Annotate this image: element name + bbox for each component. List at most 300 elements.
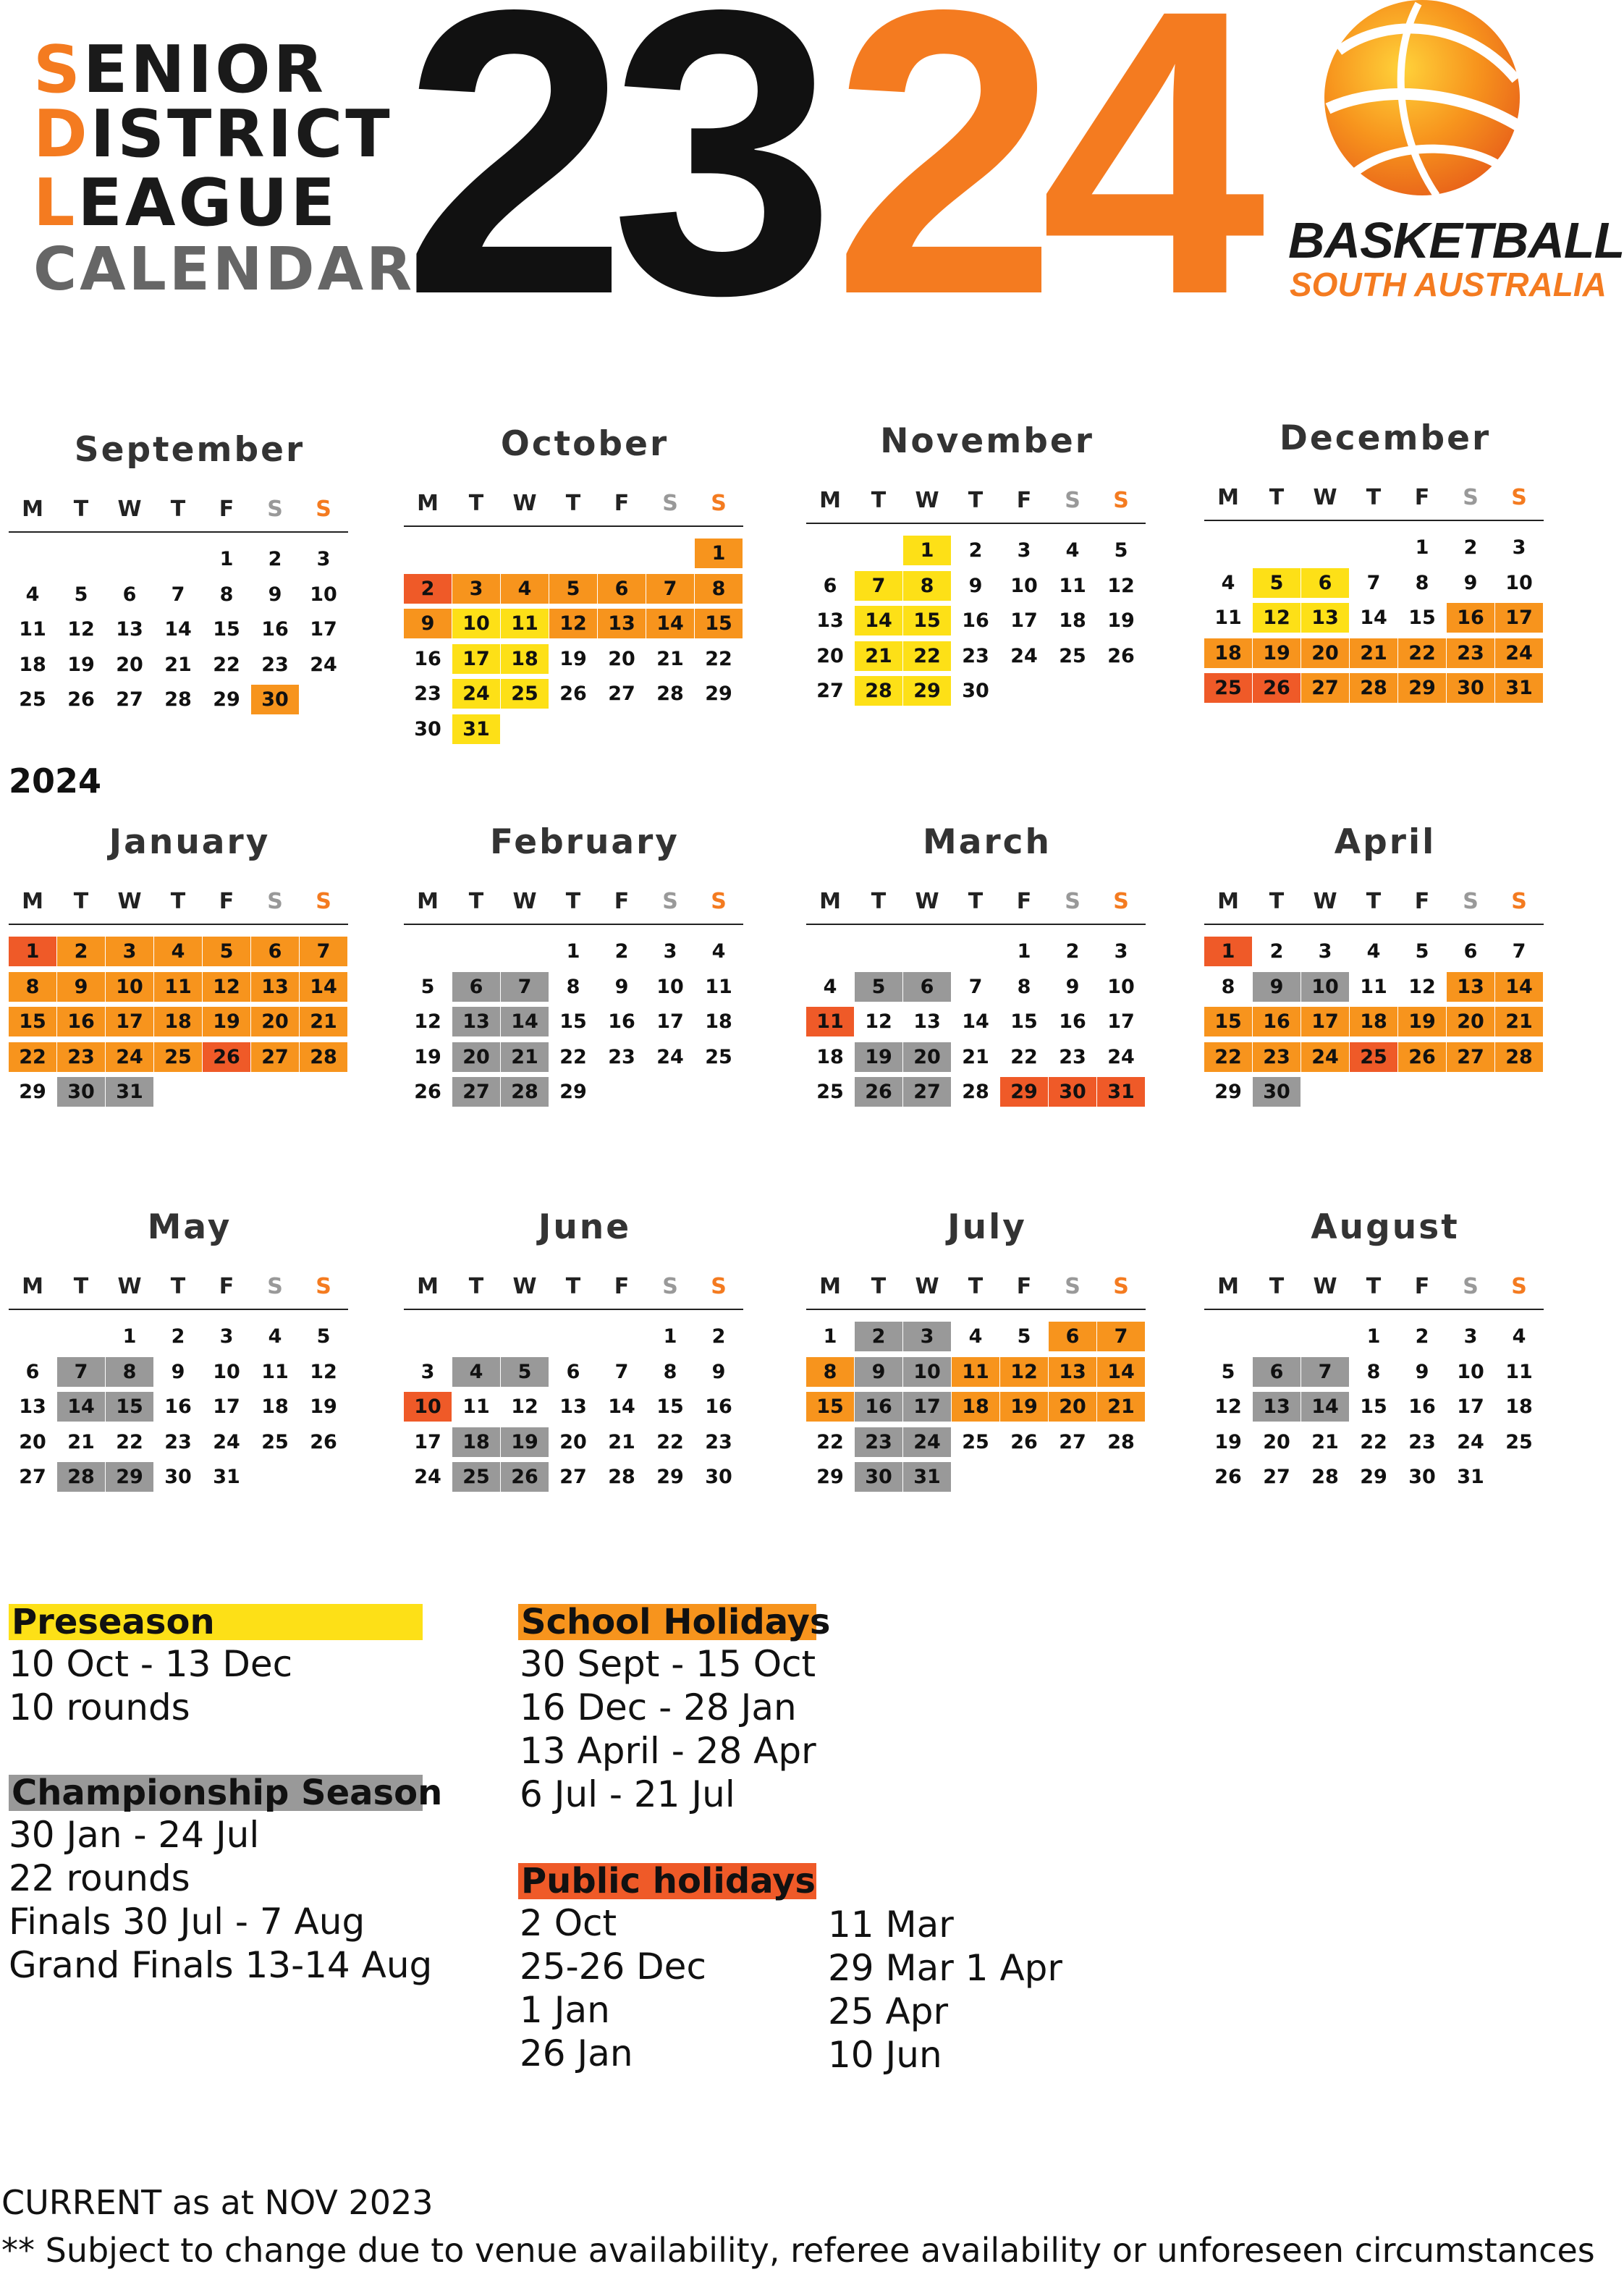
- day-cell: 12: [1214, 1395, 1242, 1418]
- day-cell: 21: [1097, 1392, 1145, 1422]
- month-may: [9, 1194, 371, 1542]
- weekday-label: S: [1463, 1274, 1479, 1299]
- legend-championship-line: Grand Finals 13-14 Aug: [9, 1944, 433, 1986]
- day-cell: 4: [1065, 539, 1080, 562]
- day-cell: 6: [251, 937, 299, 966]
- day-cell: 4: [823, 975, 837, 998]
- day-cell: 4: [268, 1325, 282, 1348]
- weekday-label: S: [267, 497, 283, 522]
- weekday-label: F: [1414, 1274, 1430, 1299]
- day-cell: 2: [855, 1322, 902, 1351]
- day-cell: 27: [559, 1466, 587, 1488]
- year-2024-label: 2024: [9, 761, 102, 801]
- day-cell: 11: [1059, 574, 1086, 597]
- day-cell: 15: [656, 1395, 684, 1418]
- legend-school-holidays-line: 16 Dec - 28 Jan: [520, 1686, 797, 1728]
- day-cell: 8: [1415, 571, 1429, 594]
- day-cell: 8: [9, 972, 56, 1002]
- day-cell: 19: [501, 1427, 549, 1457]
- month-january: [9, 809, 371, 1157]
- weekday-label: S: [316, 889, 331, 914]
- header-rule: [806, 924, 1146, 925]
- day-cell: 28: [501, 1077, 549, 1107]
- day-cell: 11: [705, 975, 732, 998]
- day-cell: 1: [1415, 536, 1429, 559]
- day-cell: 1: [663, 1325, 677, 1348]
- weekday-label: T: [468, 1274, 484, 1299]
- weekday-label: S: [1511, 889, 1527, 914]
- day-cell: 6: [566, 1360, 580, 1383]
- day-cell: 27: [903, 1077, 951, 1107]
- day-cell: 13: [1253, 1392, 1301, 1422]
- day-cell: 26: [310, 1430, 337, 1453]
- day-cell: 30: [1447, 673, 1494, 703]
- year-24: 24: [832, 0, 1248, 379]
- month-name: September: [74, 430, 305, 470]
- legend-championship-line: 30 Jan - 24 Jul: [9, 1814, 260, 1856]
- day-cell: 27: [816, 680, 844, 702]
- logo-south-australia-text: SOUTH AUSTRALIA: [1290, 266, 1607, 303]
- day-cell: 8: [566, 975, 580, 998]
- day-cell: 5: [855, 972, 902, 1002]
- weekday-label: W: [512, 889, 537, 914]
- legend-public-holidays-line: 2 Oct: [520, 1902, 617, 1944]
- day-cell: 19: [855, 1042, 902, 1072]
- weekday-label: W: [915, 1274, 939, 1299]
- day-cell: 6: [1463, 940, 1478, 963]
- day-cell: 12: [1253, 603, 1301, 633]
- header-rule: [1204, 520, 1544, 521]
- day-cell: 13: [598, 609, 646, 638]
- day-cell: 18: [1204, 638, 1252, 668]
- day-cell: 4: [1221, 571, 1235, 594]
- day-cell: 19: [1398, 1007, 1446, 1036]
- day-cell: 17: [656, 1010, 684, 1033]
- day-cell: 19: [67, 653, 95, 676]
- day-cell: 18: [1350, 1007, 1397, 1036]
- day-cell: 11: [462, 1395, 490, 1418]
- day-cell: 2: [171, 1325, 185, 1348]
- day-cell: 17: [106, 1007, 153, 1036]
- day-cell: 21: [1495, 1007, 1543, 1036]
- day-cell: 14: [1495, 972, 1543, 1002]
- day-cell: 17: [414, 1430, 441, 1453]
- day-cell: 16: [608, 1010, 635, 1033]
- day-cell: 9: [404, 609, 452, 638]
- day-cell: 9: [614, 975, 629, 998]
- day-cell: 6: [1253, 1357, 1301, 1387]
- weekday-label: T: [968, 889, 984, 914]
- day-cell: 24: [1495, 638, 1543, 668]
- day-cell: 4: [501, 574, 549, 604]
- weekday-label: S: [1463, 485, 1479, 510]
- day-cell: 21: [1350, 638, 1397, 668]
- day-cell: 3: [452, 574, 500, 604]
- month-august: [1204, 1194, 1566, 1542]
- day-cell: 28: [1495, 1042, 1543, 1072]
- day-cell: 18: [261, 1395, 289, 1418]
- title-league: LEAGUE: [33, 165, 338, 241]
- day-cell: 21: [501, 1042, 549, 1072]
- day-cell: 6: [823, 574, 837, 597]
- day-cell: 22: [116, 1430, 143, 1453]
- day-cell: 31: [1495, 673, 1543, 703]
- day-cell: 22: [1010, 1045, 1038, 1068]
- day-cell: 28: [608, 1466, 635, 1488]
- day-cell: 29: [559, 1081, 587, 1103]
- day-cell: 14: [501, 1007, 549, 1036]
- day-cell: 22: [1360, 1430, 1387, 1453]
- weekday-label: T: [871, 488, 887, 513]
- day-cell: 23: [1447, 638, 1494, 668]
- day-cell: 29: [1360, 1466, 1387, 1488]
- weekday-label: S: [662, 889, 678, 914]
- weekday-label: W: [915, 889, 939, 914]
- weekday-label: S: [711, 1274, 727, 1299]
- day-cell: 1: [1204, 937, 1252, 966]
- day-cell: 8: [903, 571, 951, 601]
- legend-school-holidays-line: 6 Jul - 21 Jul: [520, 1773, 735, 1815]
- header-rule: [806, 523, 1146, 524]
- weekday-label: W: [512, 1274, 537, 1299]
- weekday-label: M: [819, 1274, 841, 1299]
- weekday-label: S: [1511, 485, 1527, 510]
- logo-basketball-text: BASKETBALL: [1288, 212, 1624, 269]
- day-cell: 16: [1253, 1007, 1301, 1036]
- legend-public-holidays-line: 25-26 Dec: [520, 1946, 706, 1988]
- day-cell: 11: [501, 609, 549, 638]
- weekday-label: T: [73, 889, 89, 914]
- day-cell: 6: [25, 1360, 40, 1383]
- month-october: [404, 411, 766, 759]
- day-cell: 21: [1311, 1430, 1339, 1453]
- day-cell: 26: [1107, 644, 1135, 667]
- day-cell: 7: [646, 574, 694, 604]
- day-cell: 18: [705, 1010, 732, 1033]
- day-cell: 20: [559, 1430, 587, 1453]
- legend-public-holidays-line: 1 Jan: [520, 1989, 610, 2031]
- day-cell: 30: [962, 680, 989, 702]
- day-cell: 2: [57, 937, 105, 966]
- day-cell: 13: [816, 609, 844, 632]
- day-cell: 14: [646, 609, 694, 638]
- month-december: [1204, 405, 1566, 753]
- day-cell: 11: [19, 618, 46, 641]
- month-name: December: [1279, 418, 1492, 458]
- day-cell: 1: [566, 940, 580, 963]
- weekday-label: S: [316, 497, 331, 522]
- day-cell: 5: [501, 1357, 549, 1387]
- day-cell: 16: [705, 1395, 732, 1418]
- month-name: August: [1311, 1207, 1460, 1247]
- month-march: [806, 809, 1168, 1157]
- weekday-label: T: [871, 889, 887, 914]
- weekday-label: S: [711, 491, 727, 516]
- weekday-label: M: [819, 889, 841, 914]
- day-cell: 10: [404, 1392, 452, 1422]
- month-name: July: [947, 1207, 1027, 1247]
- day-cell: 23: [855, 1427, 902, 1457]
- day-cell: 12: [865, 1010, 892, 1033]
- weekday-label: S: [662, 491, 678, 516]
- day-cell: 22: [1204, 1042, 1252, 1072]
- day-cell: 2: [1269, 940, 1284, 963]
- day-cell: 14: [57, 1392, 105, 1422]
- day-cell: 13: [1447, 972, 1494, 1002]
- day-cell: 22: [1398, 638, 1446, 668]
- day-cell: 28: [656, 683, 684, 705]
- weekday-label: T: [170, 889, 186, 914]
- day-cell: 27: [1447, 1042, 1494, 1072]
- weekday-label: F: [219, 1274, 234, 1299]
- weekday-label: W: [117, 1274, 142, 1299]
- day-cell: 27: [608, 683, 635, 705]
- day-cell: 22: [656, 1430, 684, 1453]
- legend-preseason-heading: Preseason: [9, 1604, 423, 1640]
- day-cell: 18: [952, 1392, 999, 1422]
- weekday-label: M: [1217, 485, 1239, 510]
- day-cell: 10: [903, 1357, 951, 1387]
- weekday-label: T: [1269, 485, 1285, 510]
- day-cell: 18: [501, 644, 549, 674]
- day-cell: 1: [823, 1325, 837, 1348]
- weekday-label: S: [1511, 1274, 1527, 1299]
- day-cell: 3: [420, 1360, 435, 1383]
- legend-public-holidays-line: 25 Apr: [828, 1990, 949, 2032]
- day-cell: 7: [171, 583, 185, 606]
- day-cell: 10: [1457, 1360, 1484, 1383]
- weekday-label: S: [1065, 889, 1080, 914]
- day-cell: 5: [1221, 1360, 1235, 1383]
- day-cell: 14: [1360, 607, 1387, 629]
- day-cell: 28: [1350, 673, 1397, 703]
- day-cell: 24: [1010, 644, 1038, 667]
- day-cell: 29: [903, 676, 951, 706]
- day-cell: 5: [549, 574, 597, 604]
- legend-preseason-line: 10 Oct - 13 Dec: [9, 1643, 293, 1685]
- day-cell: 1: [122, 1325, 137, 1348]
- basketball-logo-icon: [1310, 0, 1527, 203]
- day-cell: 27: [452, 1077, 500, 1107]
- day-cell: 25: [1204, 673, 1252, 703]
- day-cell: 20: [903, 1042, 951, 1072]
- header-rule: [1204, 924, 1544, 925]
- day-cell: 10: [106, 972, 153, 1002]
- day-cell: 6: [1301, 568, 1349, 598]
- day-cell: 12: [511, 1395, 538, 1418]
- day-cell: 25: [705, 1045, 732, 1068]
- day-cell: 19: [1214, 1430, 1242, 1453]
- day-cell: 10: [310, 583, 337, 606]
- day-cell: 21: [164, 653, 192, 676]
- weekday-label: F: [1016, 1274, 1032, 1299]
- day-cell: 28: [164, 688, 192, 711]
- day-cell: 26: [414, 1081, 441, 1103]
- month-name: June: [538, 1207, 632, 1247]
- day-cell: 20: [608, 647, 635, 670]
- header-rule: [9, 531, 348, 533]
- legend-school-holidays-line: 13 April - 28 Apr: [520, 1730, 816, 1772]
- weekday-label: S: [1113, 488, 1129, 513]
- weekday-label: S: [1065, 488, 1080, 513]
- day-cell: 8: [1017, 975, 1031, 998]
- day-cell: 5: [1114, 539, 1128, 562]
- header-rule: [404, 525, 743, 527]
- weekday-label: T: [73, 497, 89, 522]
- day-cell: 22: [9, 1042, 56, 1072]
- weekday-label: T: [170, 497, 186, 522]
- day-cell: 19: [310, 1395, 337, 1418]
- weekday-label: S: [711, 889, 727, 914]
- day-cell: 10: [213, 1360, 240, 1383]
- year-23: 23: [402, 0, 819, 379]
- day-cell: 1: [903, 536, 951, 565]
- day-cell: 10: [1301, 972, 1349, 1002]
- day-cell: 3: [219, 1325, 234, 1348]
- day-cell: 24: [414, 1466, 441, 1488]
- day-cell: 6: [122, 583, 137, 606]
- day-cell: 7: [1301, 1357, 1349, 1387]
- day-cell: 20: [116, 653, 143, 676]
- weekday-label: S: [1113, 1274, 1129, 1299]
- day-cell: 12: [414, 1010, 441, 1033]
- day-cell: 21: [962, 1045, 989, 1068]
- day-cell: 22: [816, 1430, 844, 1453]
- day-cell: 29: [816, 1466, 844, 1488]
- day-cell: 26: [1214, 1466, 1242, 1488]
- weekday-label: F: [1016, 889, 1032, 914]
- weekday-label: M: [22, 889, 43, 914]
- day-cell: 26: [1253, 673, 1301, 703]
- day-cell: 31: [1457, 1466, 1484, 1488]
- day-cell: 5: [420, 975, 435, 998]
- day-cell: 16: [57, 1007, 105, 1036]
- day-cell: 7: [1512, 940, 1526, 963]
- day-cell: 14: [855, 606, 902, 635]
- day-cell: 16: [855, 1392, 902, 1422]
- day-cell: 20: [1263, 1430, 1290, 1453]
- day-cell: 6: [598, 574, 646, 604]
- day-cell: 24: [656, 1045, 684, 1068]
- legend-public-holidays-heading: Public holidays: [518, 1863, 816, 1899]
- day-cell: 2: [711, 1325, 726, 1348]
- day-cell: 15: [1010, 1010, 1038, 1033]
- weekday-label: S: [267, 1274, 283, 1299]
- month-name: April: [1334, 822, 1437, 862]
- day-cell: 11: [1505, 1360, 1533, 1383]
- header-rule: [806, 1309, 1146, 1310]
- day-cell: 5: [316, 1325, 331, 1348]
- month-february: [404, 809, 766, 1157]
- day-cell: 12: [310, 1360, 337, 1383]
- day-cell: 21: [608, 1430, 635, 1453]
- day-cell: 12: [1408, 975, 1436, 998]
- day-cell: 21: [656, 647, 684, 670]
- weekday-label: W: [915, 488, 939, 513]
- day-cell: 10: [1505, 571, 1533, 594]
- day-cell: 1: [9, 937, 56, 966]
- weekday-label: M: [22, 1274, 43, 1299]
- day-cell: 12: [1000, 1357, 1048, 1387]
- current-as-at-note: CURRENT as at NOV 2023: [1, 2183, 434, 2222]
- day-cell: 23: [414, 683, 441, 705]
- legend-school-holidays-heading: School Holidays: [518, 1604, 816, 1640]
- day-cell: 12: [203, 972, 250, 1002]
- day-cell: 23: [164, 1430, 192, 1453]
- day-cell: 4: [968, 1325, 983, 1348]
- day-cell: 21: [300, 1007, 347, 1036]
- day-cell: 25: [1059, 644, 1086, 667]
- day-cell: 9: [57, 972, 105, 1002]
- weekday-label: S: [662, 1274, 678, 1299]
- day-cell: 23: [1059, 1045, 1086, 1068]
- weekday-label: S: [316, 1274, 331, 1299]
- day-cell: 11: [952, 1357, 999, 1387]
- weekday-label: T: [1366, 485, 1382, 510]
- day-cell: 23: [705, 1430, 732, 1453]
- day-cell: 24: [452, 679, 500, 709]
- day-cell: 8: [806, 1357, 854, 1387]
- day-cell: 31: [213, 1466, 240, 1488]
- day-cell: 7: [614, 1360, 629, 1383]
- day-cell: 2: [1065, 940, 1080, 963]
- day-cell: 16: [962, 609, 989, 632]
- day-cell: 10: [452, 609, 500, 638]
- day-cell: 19: [414, 1045, 441, 1068]
- day-cell: 10: [656, 975, 684, 998]
- day-cell: 20: [816, 644, 844, 667]
- day-cell: 2: [1415, 1325, 1429, 1348]
- day-cell: 15: [1204, 1007, 1252, 1036]
- weekday-label: T: [468, 889, 484, 914]
- header-rule: [1204, 1309, 1544, 1310]
- day-cell: 24: [1457, 1430, 1484, 1453]
- day-cell: 20: [1301, 638, 1349, 668]
- day-cell: 1: [1366, 1325, 1381, 1348]
- day-cell: 9: [1065, 975, 1080, 998]
- day-cell: 10: [1010, 574, 1038, 597]
- day-cell: 18: [816, 1045, 844, 1068]
- day-cell: 4: [452, 1357, 500, 1387]
- day-cell: 25: [501, 679, 549, 709]
- weekday-label: F: [614, 1274, 630, 1299]
- day-cell: 3: [1463, 1325, 1478, 1348]
- weekday-label: M: [819, 488, 841, 513]
- day-cell: 7: [501, 972, 549, 1002]
- day-cell: 14: [608, 1395, 635, 1418]
- day-cell: 2: [968, 539, 983, 562]
- weekday-label: T: [1269, 1274, 1285, 1299]
- day-cell: 29: [656, 1466, 684, 1488]
- day-cell: 30: [1408, 1466, 1436, 1488]
- day-cell: 31: [106, 1077, 153, 1107]
- day-cell: 12: [67, 618, 95, 641]
- day-cell: 13: [19, 1395, 46, 1418]
- weekday-label: T: [968, 1274, 984, 1299]
- day-cell: 14: [164, 618, 192, 641]
- day-cell: 23: [1408, 1430, 1436, 1453]
- weekday-label: S: [1113, 889, 1129, 914]
- day-cell: 13: [559, 1395, 587, 1418]
- day-cell: 14: [1301, 1392, 1349, 1422]
- day-cell: 15: [695, 609, 743, 638]
- weekday-label: W: [117, 889, 142, 914]
- day-cell: 3: [903, 1322, 951, 1351]
- day-cell: 4: [711, 940, 726, 963]
- day-cell: 18: [1059, 609, 1086, 632]
- day-cell: 21: [855, 641, 902, 671]
- day-cell: 8: [219, 583, 234, 606]
